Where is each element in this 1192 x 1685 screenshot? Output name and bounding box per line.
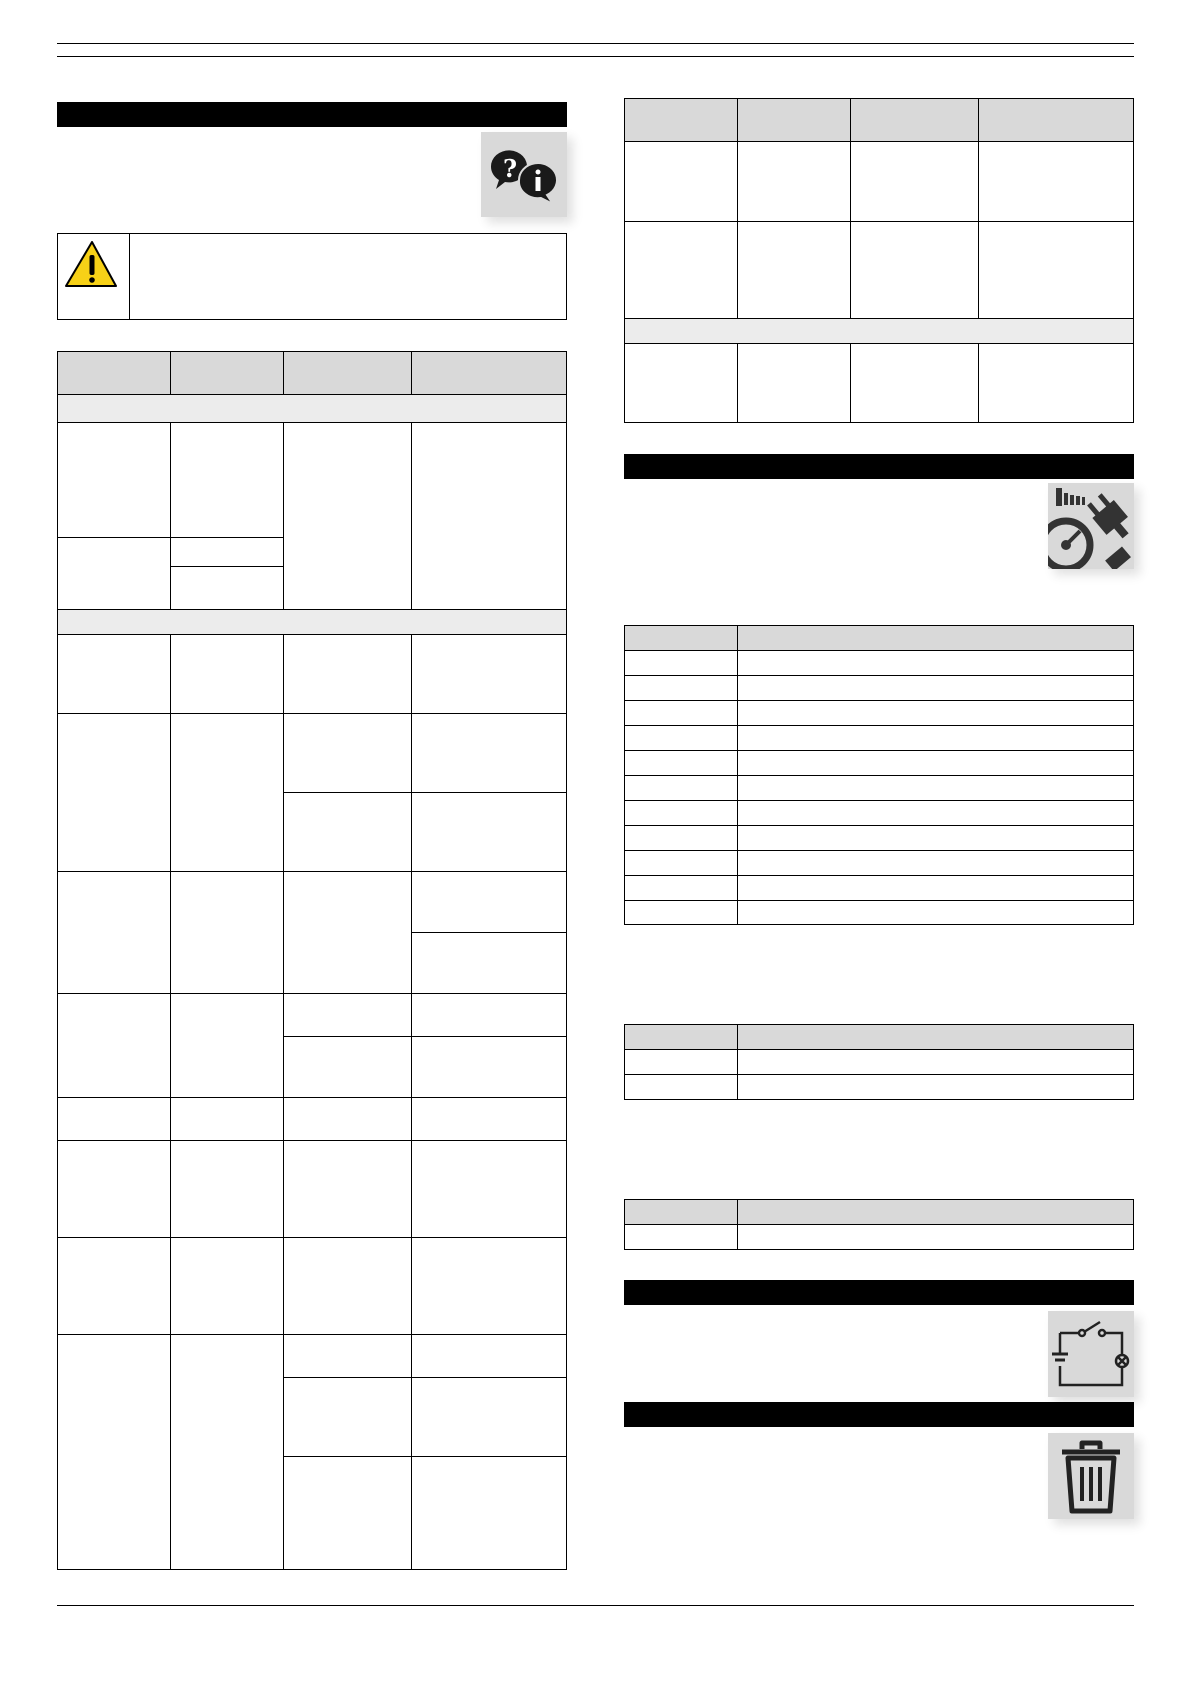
table-cell bbox=[170, 1237, 284, 1335]
warning-icon-cell bbox=[58, 234, 130, 319]
spec-table-header-cell bbox=[624, 1024, 738, 1050]
table-cell bbox=[850, 343, 979, 423]
table-cell bbox=[624, 850, 738, 876]
table-cell bbox=[737, 343, 851, 423]
table-cell bbox=[57, 634, 171, 714]
footer-rule bbox=[57, 1605, 1134, 1606]
table-cell bbox=[283, 1140, 412, 1238]
table-cell bbox=[624, 343, 738, 423]
faults-table-header-cell bbox=[737, 98, 851, 142]
table-cell bbox=[737, 800, 1134, 826]
table-cell bbox=[170, 537, 284, 567]
table-cell bbox=[170, 1140, 284, 1238]
section-bar-technical-data bbox=[624, 454, 1134, 479]
table-cell bbox=[57, 713, 171, 872]
section-bar-circuit bbox=[624, 1280, 1134, 1305]
spec-table-1 bbox=[624, 625, 1134, 925]
faults-table bbox=[57, 351, 567, 1570]
table-cell bbox=[283, 1237, 412, 1335]
table-cell bbox=[624, 825, 738, 851]
header-rule-bottom bbox=[57, 56, 1134, 57]
table-cell bbox=[283, 634, 412, 714]
table-cell bbox=[624, 900, 738, 925]
troubleshooting-icon-box bbox=[481, 132, 567, 217]
faults-table-continued bbox=[624, 98, 1134, 423]
table-cell bbox=[57, 1334, 171, 1570]
table-cell bbox=[411, 634, 567, 714]
table-cell bbox=[57, 422, 171, 538]
faults-table-subheader bbox=[624, 318, 1134, 344]
table-cell bbox=[411, 932, 567, 994]
table-cell bbox=[283, 1097, 412, 1141]
section-title bbox=[624, 458, 630, 474]
warning-box bbox=[57, 233, 567, 320]
table-cell bbox=[737, 700, 1134, 726]
spec-table-header-cell bbox=[737, 625, 1134, 651]
table-cell bbox=[737, 1224, 1134, 1250]
trash-bin-icon bbox=[1048, 1433, 1134, 1519]
table-cell bbox=[411, 1237, 567, 1335]
table-cell bbox=[737, 875, 1134, 901]
faults-table-header-cell bbox=[57, 351, 171, 395]
table-cell bbox=[737, 1074, 1134, 1100]
table-cell bbox=[624, 800, 738, 826]
table-cell bbox=[283, 1036, 412, 1098]
table-cell bbox=[978, 221, 1134, 319]
table-cell bbox=[850, 141, 979, 222]
svg-text:?: ? bbox=[503, 154, 518, 183]
spec-table-header-cell bbox=[624, 625, 738, 651]
section-title bbox=[624, 1406, 630, 1422]
table-cell bbox=[624, 650, 738, 676]
table-cell bbox=[978, 343, 1134, 423]
spec-table-header-cell bbox=[624, 1199, 738, 1225]
section-bar-disposal bbox=[624, 1402, 1134, 1427]
faults-table-header-cell bbox=[411, 351, 567, 395]
spec-table-header-cell bbox=[737, 1199, 1134, 1225]
header-rule-top bbox=[57, 43, 1134, 44]
table-cell bbox=[283, 713, 412, 793]
table-cell bbox=[283, 422, 412, 610]
table-cell bbox=[411, 713, 567, 793]
table-cell bbox=[283, 1377, 412, 1457]
spec-table-2 bbox=[624, 1024, 1134, 1100]
table-cell bbox=[283, 792, 412, 872]
table-cell bbox=[57, 1140, 171, 1238]
warning-triangle-icon bbox=[58, 234, 129, 319]
gauge-plug-icon bbox=[1048, 483, 1134, 569]
section-title bbox=[624, 1284, 630, 1300]
section-bar-troubleshooting bbox=[57, 102, 567, 127]
table-cell bbox=[283, 1334, 412, 1378]
faults-table-header-cell bbox=[850, 98, 979, 142]
table-cell bbox=[737, 725, 1134, 751]
table-cell bbox=[411, 1097, 567, 1141]
table-cell bbox=[737, 900, 1134, 925]
table-cell bbox=[737, 650, 1134, 676]
table-cell bbox=[170, 1097, 284, 1141]
faults-table-header-cell bbox=[624, 98, 738, 142]
table-cell bbox=[624, 1074, 738, 1100]
table-cell bbox=[624, 750, 738, 776]
table-cell bbox=[411, 993, 567, 1037]
table-cell bbox=[624, 141, 738, 222]
table-cell bbox=[170, 422, 284, 538]
table-cell bbox=[411, 871, 567, 933]
table-cell bbox=[737, 141, 851, 222]
table-cell bbox=[737, 825, 1134, 851]
table-cell bbox=[170, 713, 284, 872]
table-cell bbox=[737, 750, 1134, 776]
circuit-icon-box bbox=[1048, 1311, 1134, 1397]
table-cell bbox=[57, 871, 171, 994]
section-title bbox=[57, 106, 63, 122]
table-cell bbox=[411, 1140, 567, 1238]
table-cell bbox=[283, 871, 412, 994]
table-cell bbox=[737, 221, 851, 319]
table-cell bbox=[411, 1456, 567, 1570]
table-cell bbox=[624, 1049, 738, 1075]
table-cell bbox=[170, 1334, 284, 1570]
table-cell bbox=[170, 993, 284, 1098]
table-cell bbox=[978, 141, 1134, 222]
table-cell bbox=[411, 422, 567, 610]
table-cell bbox=[624, 675, 738, 701]
table-cell bbox=[624, 725, 738, 751]
table-cell bbox=[57, 1097, 171, 1141]
table-cell bbox=[624, 775, 738, 801]
technical-data-icon-box bbox=[1048, 483, 1134, 569]
question-info-speech-bubbles-icon bbox=[481, 132, 567, 217]
disposal-icon-box bbox=[1048, 1433, 1134, 1519]
circuit-diagram-icon bbox=[1048, 1311, 1134, 1397]
faults-table-subheader bbox=[57, 394, 567, 423]
table-cell bbox=[624, 1224, 738, 1250]
table-cell bbox=[170, 566, 284, 610]
table-cell bbox=[57, 1237, 171, 1335]
faults-table-subheader bbox=[57, 609, 567, 635]
table-cell bbox=[283, 1456, 412, 1570]
faults-table-header-cell bbox=[170, 351, 284, 395]
table-cell bbox=[411, 1377, 567, 1457]
table-cell bbox=[624, 875, 738, 901]
table-cell bbox=[411, 792, 567, 872]
table-cell bbox=[624, 221, 738, 319]
table-cell bbox=[57, 993, 171, 1098]
table-cell bbox=[850, 221, 979, 319]
table-cell bbox=[737, 850, 1134, 876]
table-cell bbox=[170, 634, 284, 714]
spec-table-3 bbox=[624, 1199, 1134, 1250]
table-cell bbox=[737, 775, 1134, 801]
table-cell bbox=[624, 700, 738, 726]
table-cell bbox=[411, 1036, 567, 1098]
table-cell bbox=[737, 675, 1134, 701]
faults-table-header-cell bbox=[978, 98, 1134, 142]
table-cell bbox=[57, 537, 171, 610]
table-cell bbox=[411, 1334, 567, 1378]
table-cell bbox=[283, 993, 412, 1037]
spec-table-header-cell bbox=[737, 1024, 1134, 1050]
table-cell bbox=[737, 1049, 1134, 1075]
table-cell bbox=[170, 871, 284, 994]
faults-table-header-cell bbox=[283, 351, 412, 395]
